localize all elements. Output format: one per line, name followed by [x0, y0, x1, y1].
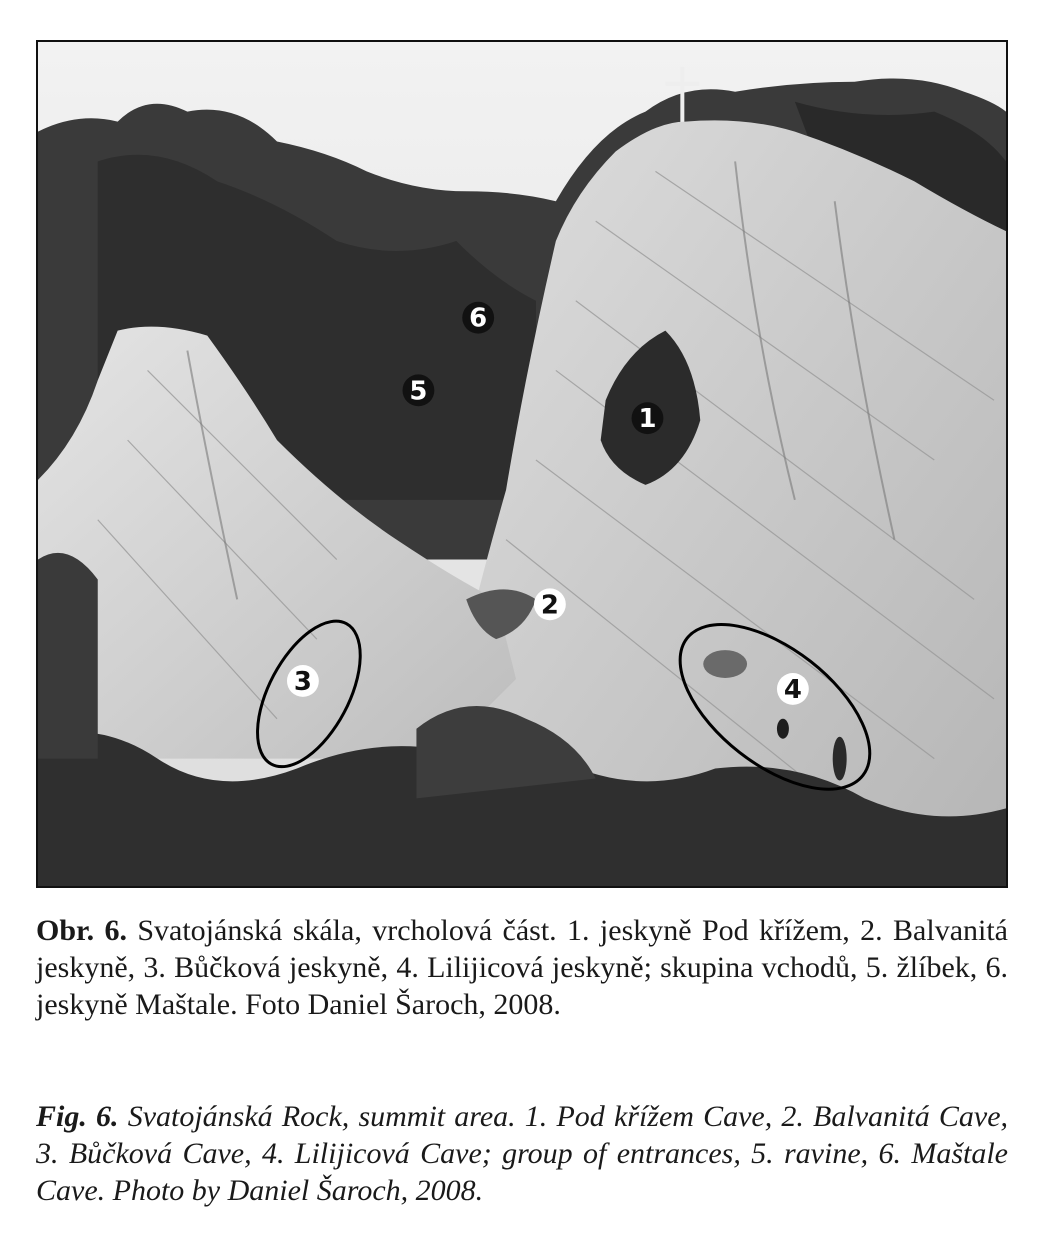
marker-4	[777, 673, 809, 705]
caption-czech-text: Svatojánská skála, vrcholová část. 1. jeskyně Pod křížem, 2. Balvanitá jeskyně, 3. Bůčková jeskyně, 4. Lilijicová jeskyně; skupina vchodů, 5. žlíbek, 6. jeskyně Maštale. Foto Daniel Šaroch, 2008.	[36, 914, 1008, 1021]
summit-cross	[680, 67, 684, 127]
caption-czech-lead: Obr. 6.	[36, 914, 127, 947]
caption-english-lead: Fig. 6.	[36, 1100, 119, 1133]
svg-text:1: 1	[638, 404, 657, 435]
svg-text:2: 2	[540, 590, 559, 621]
marker-3	[287, 665, 319, 697]
marker-2	[534, 588, 566, 620]
svg-text:3: 3	[293, 666, 312, 697]
marker-6	[462, 302, 494, 334]
marker-1	[632, 402, 664, 434]
caption-czech	[36, 912, 1008, 1023]
caption-english	[36, 1098, 1008, 1209]
cave-photo	[36, 40, 1008, 888]
marker-5	[402, 374, 434, 406]
caption-english-text: Svatojánská Rock, summit area. 1. Pod křížem Cave, 2. Balvanitá Cave, 3. Bůčková Cave, 4. Lilijicová Cave; group of entrances, 5. ravine, 6. Maštale Cave. Photo by Daniel Šaroch, 2008.	[36, 1100, 1009, 1207]
svg-text:4: 4	[783, 674, 802, 705]
svg-text:6: 6	[469, 303, 488, 334]
svg-text:5: 5	[409, 376, 428, 407]
rock-photo-illustration	[38, 42, 1006, 886]
